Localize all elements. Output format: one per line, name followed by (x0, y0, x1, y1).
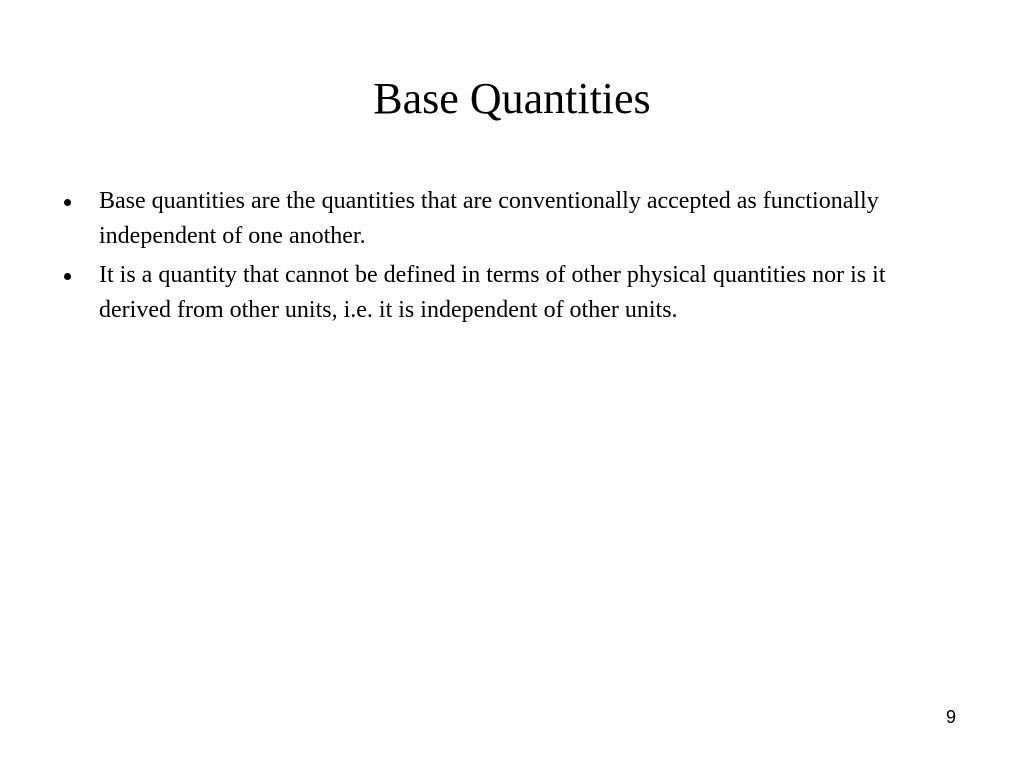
list-item (58, 258, 958, 328)
page-number: 9 (946, 707, 957, 727)
bullet-text: It is a quantity that cannot be defined in terms of other physical quantities nor is it derived from other units, i.e. it is independent of other units. (99, 262, 886, 323)
bullet-icon (64, 199, 71, 206)
list-item (58, 184, 958, 254)
bullet-list (58, 184, 958, 332)
bullet-icon (64, 273, 71, 280)
bullet-text: Base quantities are the quantities that are conventionally accepted as functionally independent of one another. (99, 188, 879, 249)
slide-title: Base Quantities (373, 74, 651, 123)
